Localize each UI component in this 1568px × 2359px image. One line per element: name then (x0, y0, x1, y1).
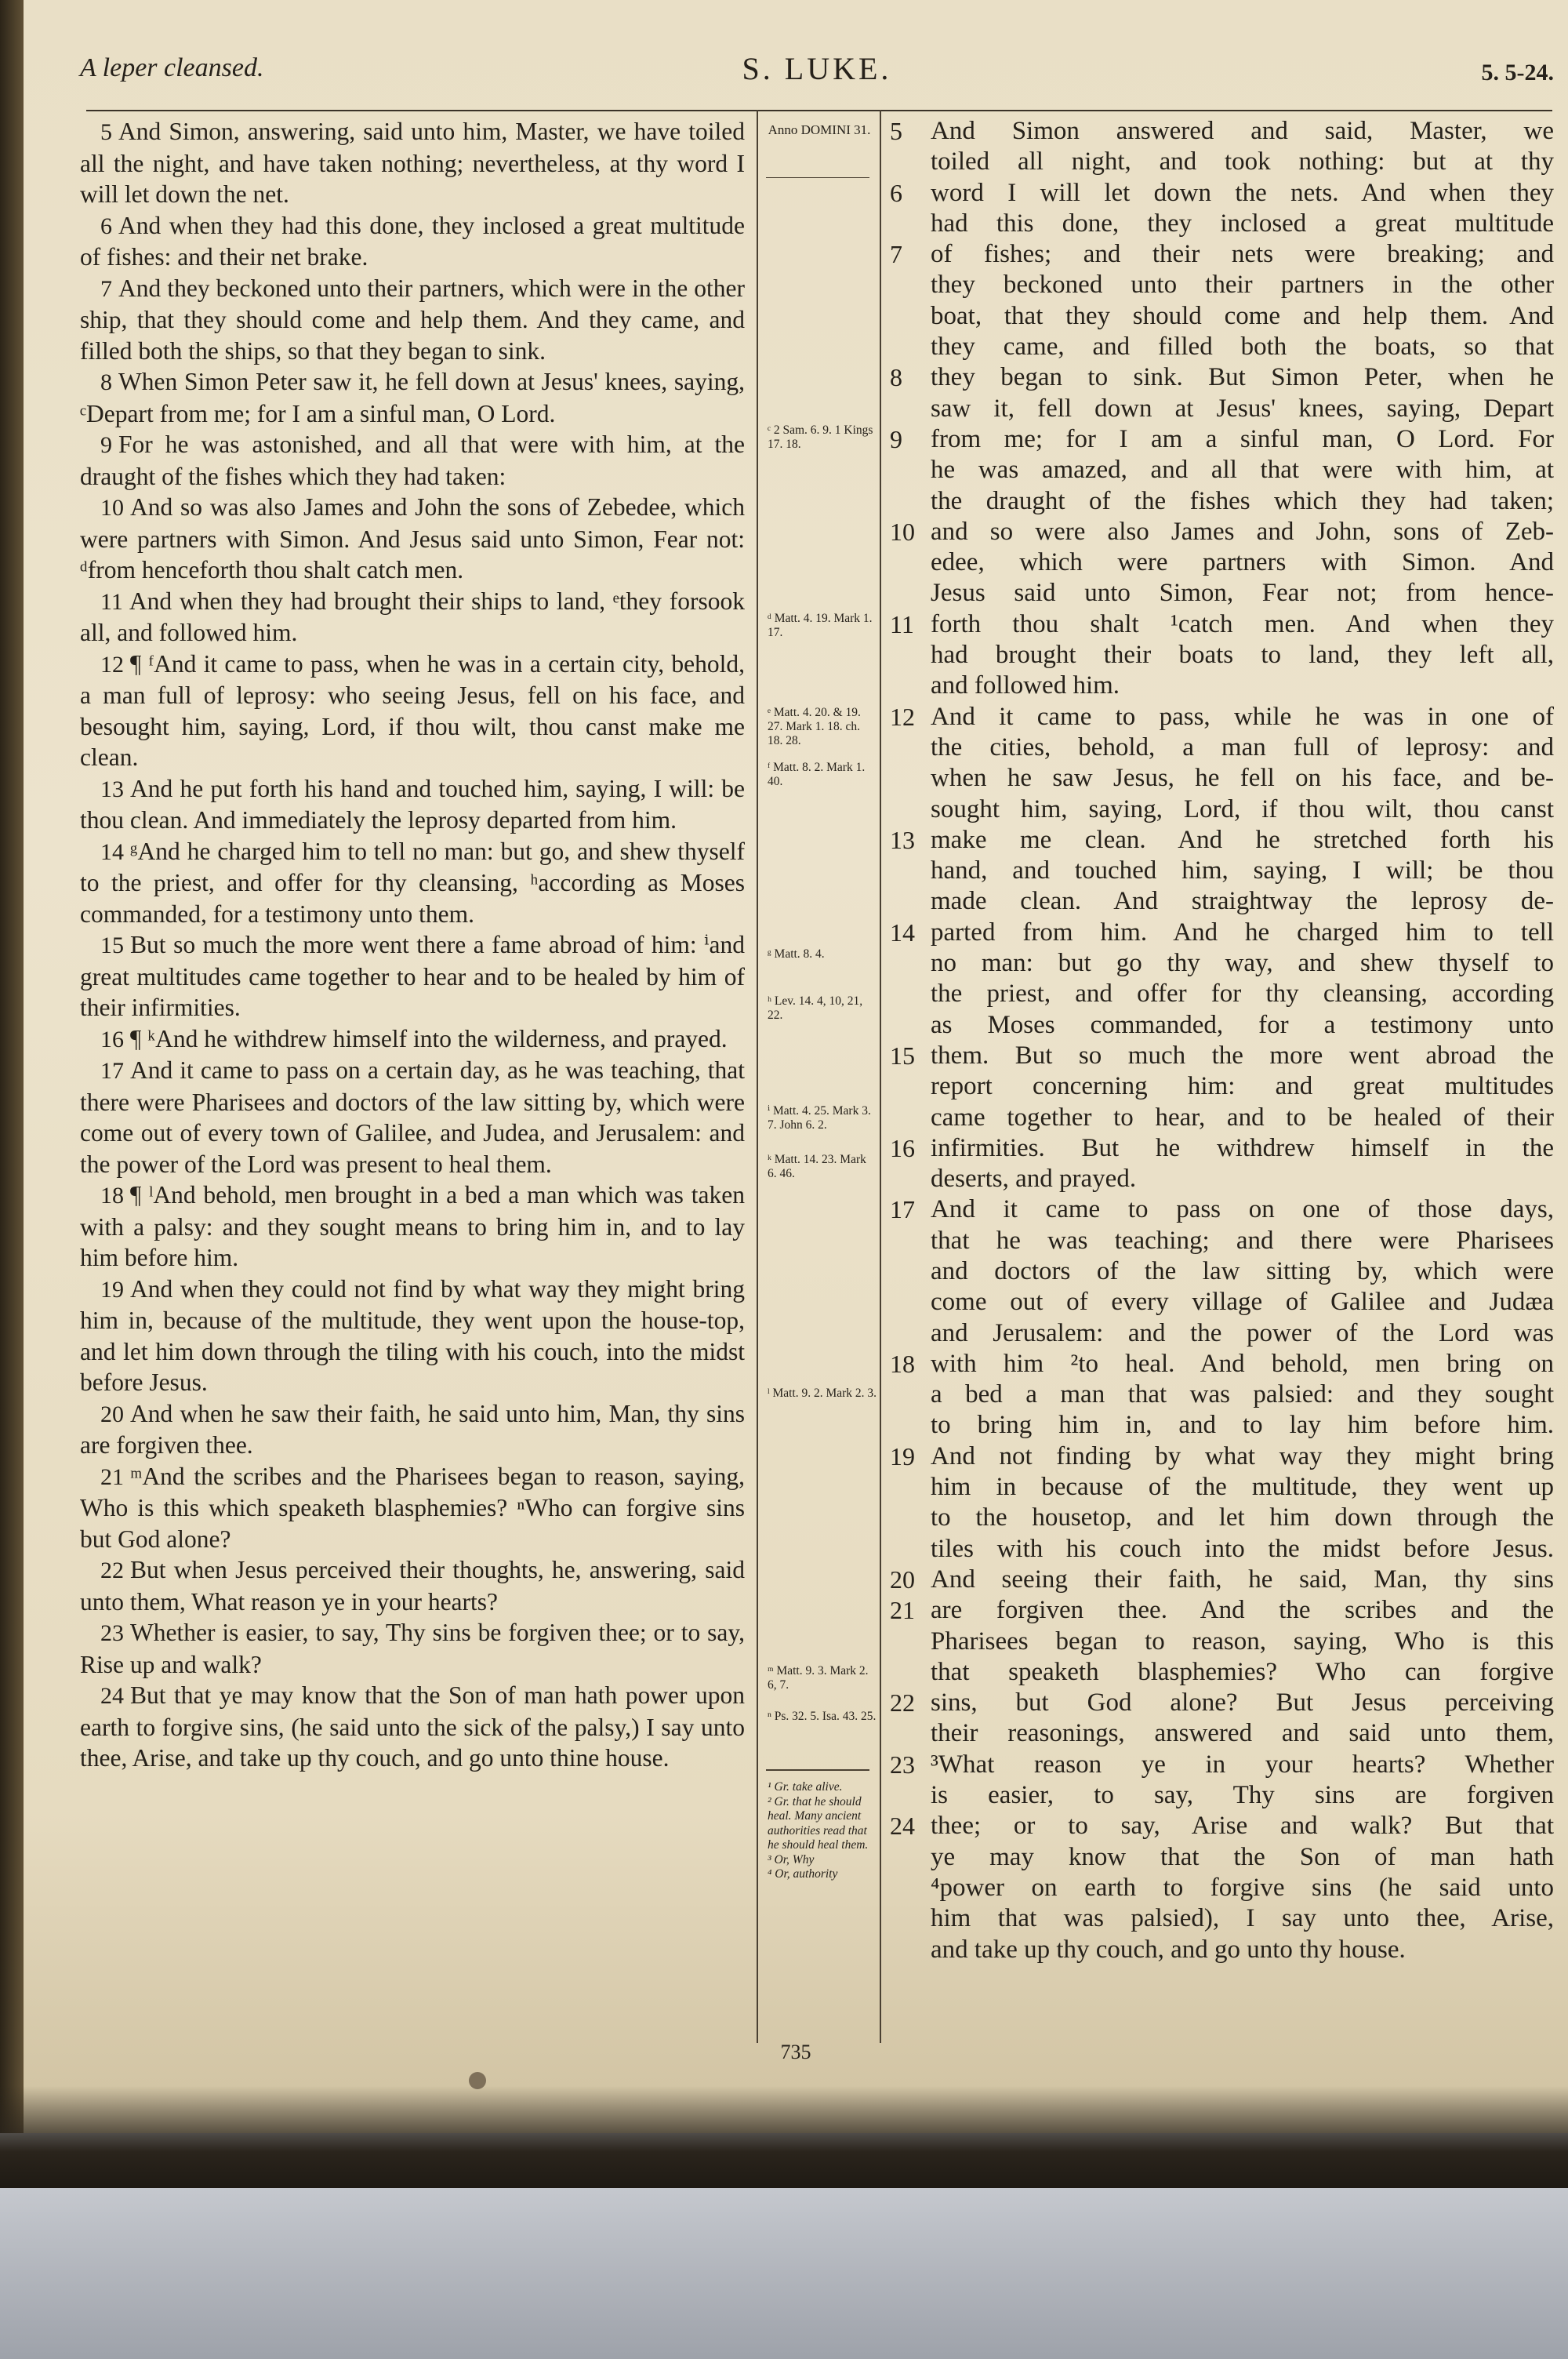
text-line (890, 1071, 1556, 1102)
verse-paragraph (80, 1461, 745, 1555)
cross-reference: ᵐ Matt. 9. 3. Mark 2. 6, 7. (768, 1664, 869, 1692)
verse-number: 17 (100, 1058, 124, 1084)
text-line (890, 640, 1556, 671)
text-line (890, 918, 1556, 948)
text-line (890, 1935, 1556, 1965)
line-text: had this done, they inclosed a great multitude (931, 209, 1554, 238)
verse-text: But when Jesus perceived their thoughts, he, answering, said unto them, What reason ye in your hearts? (80, 1556, 745, 1616)
line-text: thee; or to say, Arise and walk? But that (931, 1812, 1554, 1841)
text-line (890, 1103, 1556, 1133)
text-line (890, 209, 1556, 239)
verse-number: 5 (890, 117, 902, 145)
cross-reference: ⁿ Ps. 32. 5. Isa. 43. 25. (768, 1710, 877, 1723)
text-line (890, 332, 1556, 362)
line-text: toiled all night, and took nothing: but at thy (931, 147, 1554, 176)
verse-text: And he put forth his hand and touched him, saying, I will: be thou clean. And immediately the leprosy departed from him. (80, 774, 745, 834)
text-line (890, 424, 1556, 455)
line-text: that speaketh blasphemies? Who can forgive (931, 1657, 1554, 1686)
verse-text: And it came to pass on a certain day, as he was teaching, that there were Pharisees and doctors of the law sitting by, which were come out of every town of Galilee, and Judea, and Jerusalem: and the power of the Lord was present to heal them. (80, 1056, 745, 1178)
line-text: Jesus said unto Simon, Fear not; from hence- (931, 579, 1554, 608)
verse-text: And they beckoned unto their partners, which were in the other ship, that they should come and help them. And they came, and filled both the ships, so that they began to sink. (80, 274, 745, 365)
line-text: infirmities. But he withdrew himself in the (931, 1133, 1554, 1162)
verse-paragraph (80, 1554, 745, 1617)
verse-paragraph (80, 366, 745, 429)
verse-number: 12 (890, 702, 915, 731)
text-line (890, 116, 1556, 147)
text-line (890, 1565, 1556, 1595)
text-line (890, 1503, 1556, 1533)
text-line (890, 1657, 1556, 1688)
text-line (890, 732, 1556, 763)
margin-note: ⁴ Or, authority (768, 1867, 838, 1881)
verse-number: 21 (100, 1463, 124, 1490)
line-text: he was amazed, and all that were with him, at (931, 456, 1554, 485)
header-verse-range: 5. 5-24. (1481, 60, 1554, 85)
verse-number: 10 (890, 517, 915, 546)
verse-text: ¶ ᶠAnd it came to pass, when he was in a certain city, behold, a man full of leprosy: who seeing Jesus, fell on his face, and besought him, saying, Lord, if thou wilt, thou canst make me clean. (80, 649, 745, 771)
verse-number: 15 (100, 932, 124, 958)
line-text: him that was palsied), I say unto thee, Arise, (931, 1904, 1554, 1933)
cross-reference: ᵍ Matt. 8. 4. (768, 947, 825, 961)
line-text: sought him, saying, Lord, if thou wilt, thou canst (931, 794, 1554, 823)
text-line (890, 270, 1556, 300)
text-line (890, 1811, 1556, 1841)
text-line (890, 856, 1556, 886)
verse-text: And when they had this done, they inclosed a great multitude of fishes: and their net brake. (80, 211, 745, 271)
verse-number: 17 (890, 1195, 915, 1224)
verse-text: And when they could not find by what way they might bring him in, because of the multitude, they went upon the house-top, and let him down through the tiling with his couch, into the midst before Jesus. (80, 1274, 745, 1396)
text-line (890, 362, 1556, 393)
header-book-title: S. LUKE. (742, 51, 892, 86)
verse-paragraph (80, 1274, 745, 1398)
text-line (890, 1164, 1556, 1194)
cross-reference: ˡ Matt. 9. 2. Mark 2. 3. (768, 1387, 877, 1400)
cross-reference: ᵈ Matt. 4. 19. Mark 1. 17. (768, 612, 873, 639)
cross-reference: ᵏ Matt. 14. 23. Mark 6. 46. (768, 1153, 866, 1180)
verse-text: When Simon Peter saw it, he fell down at Jesus' knees, saying, ᶜDepart from me; for I am a sinful man, O Lord. (80, 368, 745, 427)
margin-note: ² Gr. that he should heal. Many ancient authorities read that he should heal them. (768, 1794, 869, 1852)
line-text: their reasonings, answered and said unto them, (931, 1719, 1554, 1748)
line-text: of fishes; and their nets were breaking; and (931, 240, 1554, 269)
line-text: to the housetop, and let him down through the (931, 1503, 1554, 1532)
verse-text: Whether is easier, to say, Thy sins be forgiven thee; or to say, Rise up and walk? (80, 1619, 745, 1678)
line-text: hand, and touched him, saying, I will; be thou (931, 856, 1554, 885)
line-text: And Simon answered and said, Master, we (931, 117, 1554, 145)
line-text: and followed him. (931, 671, 1120, 700)
book-page (24, 0, 1568, 2133)
line-text: the priest, and offer for thy cleansing, according (931, 980, 1554, 1009)
line-text: and Jerusalem: and the power of the Lord was (931, 1318, 1554, 1347)
verse-number: 11 (890, 609, 914, 638)
text-line (890, 886, 1556, 917)
text-line (890, 1379, 1556, 1410)
background-surface (0, 2188, 1568, 2359)
line-text: and take up thy couch, and go unto thy house. (931, 1935, 1406, 1964)
cross-reference: ᶜ 2 Sam. 6. 9. 1 Kings 17. 18. (768, 423, 873, 451)
verse-number: 16 (100, 1026, 124, 1052)
verse-number: 24 (100, 1683, 124, 1709)
text-line (890, 147, 1556, 177)
text-line (890, 609, 1556, 640)
verse-number: 23 (890, 1750, 915, 1779)
verse-number: 6 (890, 178, 902, 207)
text-line (890, 671, 1556, 701)
line-text: to bring him in, and to lay him before him. (931, 1411, 1554, 1440)
text-line (890, 301, 1556, 332)
verse-number: 5 (100, 119, 112, 145)
verse-text: ¶ ˡAnd behold, men brought in a bed a man which was taken with a palsy: and they sought means to bring him in, and to lay him before him. (80, 1181, 745, 1271)
line-text: they began to sink. But Simon Peter, when he (931, 363, 1554, 392)
verse-paragraph (80, 836, 745, 930)
verse-number: 14 (100, 838, 124, 865)
line-text: is easier, to say, Thy sins are forgiven (931, 1781, 1554, 1810)
verse-paragraph (80, 649, 745, 773)
verse-text: But so much the more went there a fame abroad of him: ⁱand great multitudes came together to hear and to be healed by him of their infirmities. (80, 931, 745, 1021)
verse-paragraph (80, 586, 745, 649)
verse-number: 18 (890, 1349, 915, 1378)
text-line (890, 1903, 1556, 1934)
verse-paragraph (80, 429, 745, 492)
text-line (890, 1194, 1556, 1225)
margin-notes-rule (766, 1769, 869, 1771)
verse-number: 9 (100, 432, 112, 458)
line-text: came together to hear, and to be healed of their (931, 1103, 1554, 1132)
verse-text: And so was also James and John the sons of Zebedee, which were partners with Simon. And Jesus said unto Simon, Fear not: ᵈfrom henceforth thou shalt catch men. (80, 493, 745, 583)
text-line (890, 948, 1556, 979)
text-line (890, 825, 1556, 856)
line-text: no man: but go thy way, and shew thyself to (931, 949, 1554, 978)
line-text: them. But so much the more went abroad the (931, 1041, 1554, 1070)
reference-column (757, 110, 881, 2043)
line-text: make me clean. And he stretched forth his (931, 825, 1554, 854)
text-line (890, 763, 1556, 794)
verse-text: And when he saw their faith, he said unto him, Man, thy sins are forgiven thee. (80, 1399, 745, 1459)
verse-number: 10 (100, 495, 124, 521)
margin-note: ¹ Gr. take alive. (768, 1780, 843, 1794)
verse-number: 19 (100, 1276, 124, 1303)
cross-reference: ᶠ Matt. 8. 2. Mark 1. 40. (768, 761, 866, 788)
verse-number: 21 (890, 1596, 915, 1625)
cross-reference: ʰ Lev. 14. 4, 10, 21, 22. (768, 994, 863, 1022)
line-text: word I will let down the nets. And when they (931, 178, 1554, 207)
line-text: him in because of the multitude, they went up (931, 1473, 1554, 1502)
line-text: made clean. And straightway the leprosy de- (931, 887, 1554, 916)
verse-number: 13 (890, 825, 915, 854)
text-line (890, 578, 1556, 609)
text-line (890, 1041, 1556, 1071)
verse-paragraph (80, 1055, 745, 1180)
line-text: when he saw Jesus, he fell on his face, and be- (931, 764, 1554, 793)
text-line (890, 1873, 1556, 1903)
line-text: they beckoned unto their partners in the other (931, 271, 1554, 300)
text-line (890, 1349, 1556, 1379)
text-line (890, 547, 1556, 578)
verse-text: ᵐAnd the scribes and the Pharisees began to reason, saying, Who is this which speaketh blasphemies? ⁿWho can forgive sins but God alone? (80, 1462, 745, 1553)
text-line (890, 1318, 1556, 1349)
verse-number: 13 (100, 776, 124, 802)
margin-note: ³ Or, Why (768, 1852, 815, 1866)
text-line (890, 1780, 1556, 1811)
verse-paragraph (80, 1023, 745, 1056)
verse-paragraph (80, 1617, 745, 1680)
authorized-version-column (80, 116, 745, 1774)
verse-number: 7 (890, 240, 902, 269)
verse-number: 8 (890, 363, 902, 392)
verse-text: But that ye may know that the Son of man hath power upon earth to forgive sins, (he said unto the sick of the palsy,) I say unto thee, Arise, and take up thy couch, and go unto thine house. (80, 1681, 745, 1772)
line-text: as Moses commanded, for a testimony unto (931, 1010, 1554, 1039)
line-text: from me; for I am a sinful man, O Lord. For (931, 424, 1554, 453)
verse-number: 23 (100, 1620, 124, 1646)
verse-text: ᵍAnd he charged him to tell no man: but go, and shew thyself to the priest, and offer for thy cleansing, ʰaccording as Moses commanded, for a testimony unto them. (80, 837, 745, 928)
text-line (890, 794, 1556, 825)
line-text: And not finding by what way they might bring (931, 1441, 1554, 1470)
line-text: had brought their boats to land, they left all, (931, 641, 1554, 670)
verse-paragraph (80, 773, 745, 836)
line-text: And it came to pass, while he was in one of (931, 702, 1554, 731)
text-line (890, 1718, 1556, 1749)
verse-number: 8 (100, 369, 112, 395)
line-text: forth thou shalt ¹catch men. And when they (931, 609, 1554, 638)
verse-text: For he was astonished, and all that were with him, at the draught of the fishes which they had taken: (80, 431, 745, 490)
page-number: 735 (780, 2041, 811, 2063)
verse-paragraph (80, 929, 745, 1023)
line-text: that he was teaching; and there were Pharisees (931, 1226, 1554, 1255)
line-text: with him ²to heal. And behold, men bring on (931, 1349, 1554, 1378)
text-line (890, 1441, 1556, 1472)
text-line (890, 239, 1556, 270)
verse-number: 7 (100, 275, 112, 302)
verse-paragraph (80, 1180, 745, 1274)
line-text: the draught of the fishes which they had taken; (931, 486, 1554, 515)
verse-number: 16 (890, 1133, 915, 1162)
text-line (890, 1472, 1556, 1503)
text-line (890, 1627, 1556, 1657)
anno-domini-label: Anno DOMINI 31. (768, 122, 871, 137)
verse-number: 20 (100, 1401, 124, 1427)
verse-number: 12 (100, 651, 124, 678)
line-text: saw it, fell down at Jesus' knees, saying, Depart (931, 394, 1554, 423)
text-line (890, 1750, 1556, 1780)
line-text: they came, and filled both the boats, so that (931, 333, 1554, 362)
text-line (890, 486, 1556, 517)
text-line (890, 1410, 1556, 1441)
line-text: are forgiven thee. And the scribes and the (931, 1596, 1554, 1625)
line-text: parted from him. And he charged him to tell (931, 918, 1554, 947)
text-line (890, 1287, 1556, 1318)
text-line (890, 455, 1556, 485)
text-line (890, 1842, 1556, 1873)
line-text: ye may know that the Son of man hath (931, 1842, 1554, 1871)
text-line (890, 178, 1556, 209)
line-text: sins, but God alone? But Jesus perceiving (931, 1688, 1554, 1717)
line-text: the cities, behold, a man full of leprosy: and (931, 732, 1554, 761)
revised-version-column (890, 116, 1556, 1965)
line-text: a bed a man that was palsied: and they sought (931, 1380, 1554, 1409)
text-line (890, 394, 1556, 424)
line-text: And it came to pass on one of those days, (931, 1195, 1554, 1224)
cross-reference: ⁱ Matt. 4. 25. Mark 3. 7. John 6. 2. (768, 1104, 871, 1132)
cross-reference: ᵉ Matt. 4. 20. & 19. 27. Mark 1. 18. ch. 18. 28. (768, 706, 861, 747)
text-line (890, 1688, 1556, 1718)
verse-text: ¶ ᵏAnd he withdrew himself into the wilderness, and prayed. (130, 1024, 728, 1052)
verse-number: 20 (890, 1565, 915, 1594)
margin-notes (768, 1780, 877, 1882)
verse-number: 9 (890, 424, 902, 453)
page-edge-shadow (0, 2086, 1568, 2196)
verse-number: 22 (100, 1558, 124, 1583)
text-line (890, 1595, 1556, 1626)
line-text: and so were also James and John, sons of Zeb- (931, 517, 1554, 546)
verse-text: And when they had brought their ships to land, ᵉthey forsook all, and followed him. (80, 587, 745, 646)
verse-number: 6 (100, 213, 112, 239)
verse-number: 22 (890, 1688, 915, 1717)
line-text: Pharisees began to reason, saying, Who is this (931, 1627, 1554, 1656)
line-text: ³What reason ye in your hearts? Whether (931, 1750, 1554, 1779)
line-text: ⁴power on earth to forgive sins (he said unto (931, 1873, 1554, 1902)
text-line (890, 702, 1556, 732)
anno-rule (766, 177, 869, 178)
line-text: edee, which were partners with Simon. And (931, 548, 1554, 577)
line-text: and doctors of the law sitting by, which were (931, 1256, 1554, 1285)
verse-number: 19 (890, 1441, 915, 1470)
verse-paragraph (80, 1680, 745, 1774)
verse-number: 11 (100, 588, 123, 615)
verse-number: 14 (890, 918, 915, 947)
text-line (890, 1133, 1556, 1164)
verse-number: 24 (890, 1812, 915, 1841)
line-text: tiles with his couch into the midst before Jesus. (931, 1534, 1554, 1563)
line-text: report concerning him: and great multitudes (931, 1072, 1554, 1101)
verse-paragraph (80, 210, 745, 273)
verse-text: And Simon, answering, said unto him, Master, we have toiled all the night, and have taken nothing; nevertheless, at thy word I will let down the net. (80, 118, 745, 208)
verse-paragraph (80, 492, 745, 586)
verse-number: 18 (100, 1183, 124, 1209)
line-text: boat, that they should come and help them. And (931, 301, 1554, 330)
running-header (80, 49, 1554, 104)
line-text: deserts, and prayed. (931, 1165, 1137, 1194)
line-text: come out of every village of Galilee and Judæa (931, 1288, 1554, 1317)
text-line (890, 979, 1556, 1009)
text-line (890, 1226, 1556, 1256)
verse-paragraph (80, 116, 745, 210)
line-text: And seeing their faith, he said, Man, thy sins (931, 1565, 1554, 1594)
header-section-title: A leper cleansed. (80, 53, 264, 82)
text-line (890, 1534, 1556, 1565)
text-line (890, 1010, 1556, 1041)
text-line (890, 517, 1556, 547)
verse-paragraph (80, 273, 745, 367)
verse-paragraph (80, 1398, 745, 1461)
text-line (890, 1256, 1556, 1287)
verse-number: 15 (890, 1041, 915, 1070)
